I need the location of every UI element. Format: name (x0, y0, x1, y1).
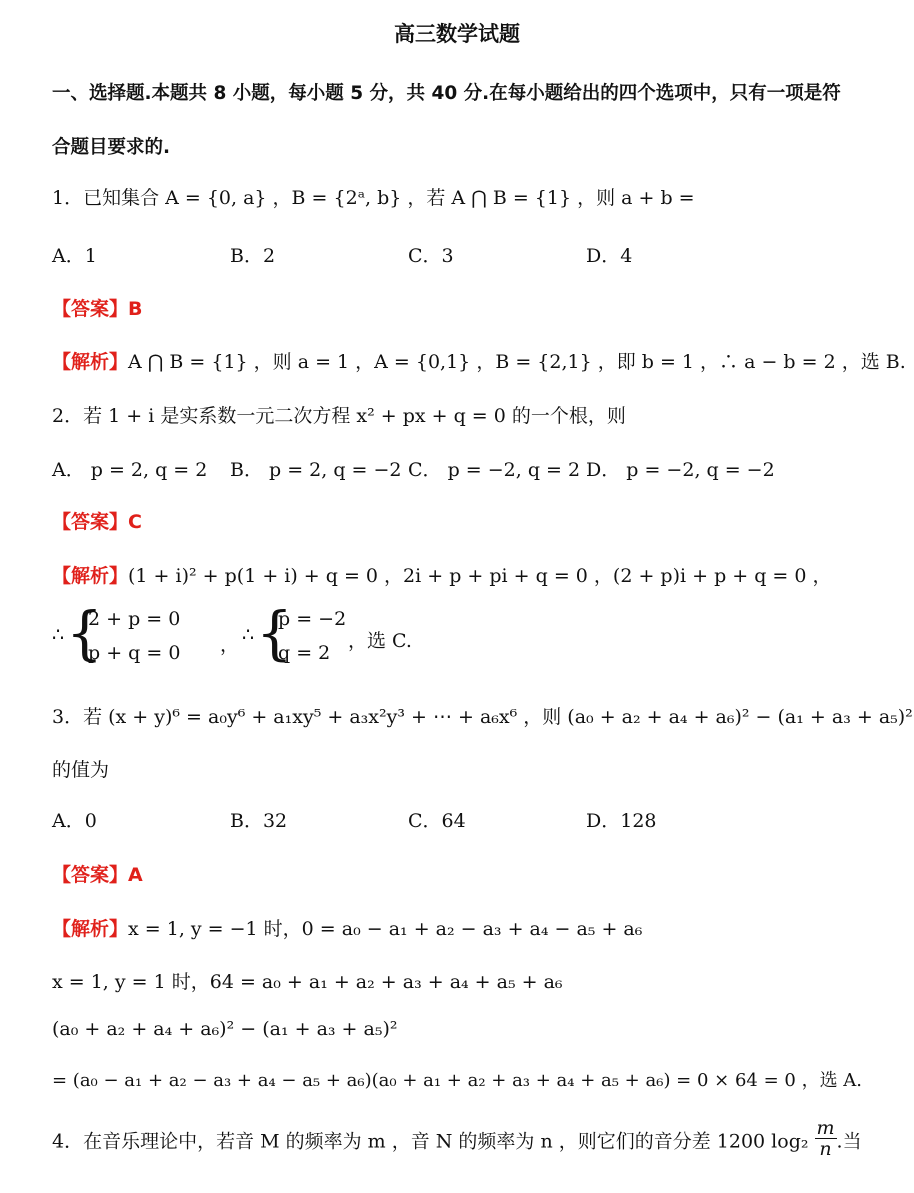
section-header-line1: 一、选择题.本题共 8 小题，每小题 5 分，共 40 分.在每小题给出的四个选项中，只有一项是符 (52, 83, 841, 104)
q4-fraction (815, 1118, 837, 1159)
q2-answer-line (52, 507, 142, 534)
q3-option-a: A．0 (52, 810, 97, 832)
analysis-tag: 【解析】 (52, 918, 129, 940)
q4-stem-suffix: .当 (836, 1130, 862, 1153)
q1-option-c: C．3 (408, 245, 454, 267)
q2-analysis-text: (1 + i)² + p(1 + i) + q = 0 ，2i + p + pi + q = 0 ，(2 + p)i + p + q = 0 ， (128, 565, 832, 587)
q1-analysis-line (52, 347, 906, 374)
system1-eq2: p + q = 0 (88, 642, 181, 664)
q3-analysis-line3: (a₀ + a₂ + a₄ + a₆)² − (a₁ + a₃ + a₅)² (52, 1018, 398, 1040)
q2-conclusion: ，选 C. (348, 630, 412, 652)
q2-answer: C (128, 511, 142, 533)
answer-tag: 【答案】 (52, 864, 129, 886)
q1-answer: B (128, 298, 143, 320)
q1-answer-line (52, 294, 143, 321)
q2-option-b: B． p = 2, q = −2 (230, 459, 402, 481)
q1-stem: 1．已知集合 A = {0, a} ，B = {2ᵃ, b} ，若 A ⋂ B = {1} ，则 a + b = (52, 187, 695, 209)
left-brace: { (256, 599, 293, 667)
q3-analysis-line2: x = 1, y = 1 时，64 = a₀ + a₁ + a₂ + a₃ + a₄ + a₅ + a₆ (52, 971, 563, 993)
analysis-tag: 【解析】 (52, 565, 129, 587)
q3-analysis-line4: = (a₀ − a₁ + a₂ − a₃ + a₄ − a₅ + a₆)(a₀ + a₁ + a₂ + a₃ + a₄ + a₅ + a₆) = 0 × 64 = 0 ，选 A. (52, 1070, 863, 1091)
system2-eq1: p = −2 (278, 608, 347, 630)
q3-option-b: B．32 (230, 810, 288, 832)
section-header-line2: 合题目要求的. (52, 137, 171, 158)
answer-tag: 【答案】 (52, 298, 129, 320)
page-title: 高三数学试题 (394, 22, 520, 46)
analysis-tag: 【解析】 (52, 351, 129, 373)
therefore-symbol: ∴ (242, 624, 255, 646)
q2-option-c: C． p = −2, q = 2 (408, 459, 581, 481)
left-brace: { (66, 599, 103, 667)
system2-eq2: q = 2 (278, 642, 331, 664)
therefore-symbol: ∴ (52, 624, 65, 646)
q2-option-a: A． p = 2, q = 2 (52, 459, 208, 481)
fraction-denominator: n (819, 1138, 832, 1160)
q3-stem-line2: 的值为 (52, 759, 110, 781)
q3-answer-line (52, 860, 143, 887)
q2-systems (52, 599, 452, 672)
q3-analysis-text1: x = 1, y = −1 时，0 = a₀ − a₁ + a₂ − a₃ + a₄ − a₅ + a₆ (128, 918, 643, 940)
separator-comma: ， (220, 634, 240, 656)
q4-stem-prefix: 4．在音乐理论中，若音 M 的频率为 m ，音 N 的频率为 n ，则它们的音分差 1200 log₂ (52, 1130, 809, 1153)
q2-option-d: D． p = −2, q = −2 (586, 459, 775, 481)
q3-analysis-line1 (52, 914, 642, 941)
q1-option-d: D．4 (586, 245, 633, 267)
fraction-numerator: m (816, 1117, 835, 1139)
q2-analysis-line1 (52, 561, 832, 588)
q3-stem-line1: 3．若 (x + y)⁶ = a₀y⁶ + a₁xy⁵ + a₃x²y³ + ⋯ + a₆x⁶ ，则 (a₀ + a₂ + a₄ + a₆)² − (a₁ + a₃ + a₅)² (52, 706, 913, 728)
system1-eq1: 2 + p = 0 (88, 608, 181, 630)
answer-tag: 【答案】 (52, 511, 129, 533)
q1-analysis: A ⋂ B = {1} ，则 a = 1 ，A = {0,1} ，B = {2,1} ，即 b = 1 ，∴ a − b = 2 ，选 B. (128, 351, 906, 373)
q1-option-a: A．1 (52, 245, 97, 267)
q3-option-c: C．64 (408, 810, 466, 832)
q3-option-d: D．128 (586, 810, 657, 832)
q3-answer: A (128, 864, 143, 886)
q4-stem (52, 1117, 862, 1163)
q2-stem: 2．若 1 + i 是实系数一元二次方程 x² + px + q = 0 的一个根，则 (52, 405, 626, 427)
q1-option-b: B．2 (230, 245, 276, 267)
